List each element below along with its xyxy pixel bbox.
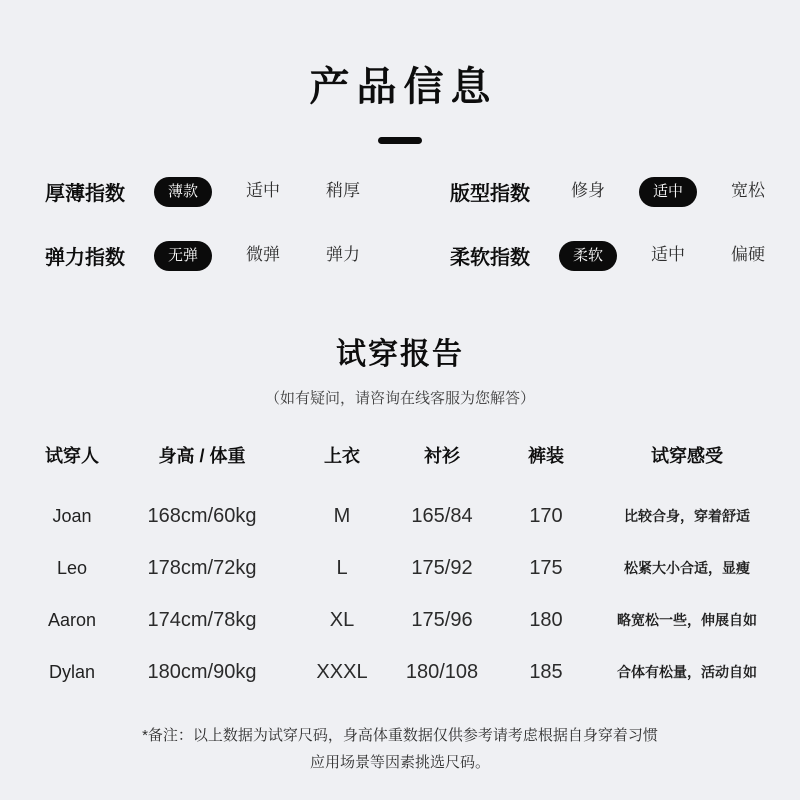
index-label-elasticity: 弹力指数	[45, 247, 125, 269]
height-weight: 174cm/78kg	[147, 608, 257, 631]
product-index-section	[0, 176, 800, 271]
top-size: XXXL	[316, 660, 368, 683]
report-title: 试穿报告	[336, 338, 464, 371]
option-label: 弹力	[326, 245, 360, 265]
elasticity-option-stretch	[303, 245, 383, 265]
top-size: M	[333, 504, 351, 527]
fit-option-loose	[708, 181, 788, 201]
option-label: 薄款	[154, 177, 212, 207]
index-label-softness: 柔软指数	[450, 247, 530, 269]
fit-option-slim	[548, 181, 628, 201]
thickness-option-thick	[303, 181, 383, 201]
table-row	[20, 542, 800, 594]
try-on-table	[0, 442, 800, 698]
top-size: XL	[329, 608, 355, 631]
index-label-thickness: 厚薄指数	[45, 183, 125, 205]
index-label-fit: 版型指数	[450, 183, 530, 205]
feel-comment: 略宽松一些，伸展自如	[617, 612, 757, 628]
pants-size: 185	[529, 660, 563, 683]
index-group-elasticity	[45, 240, 450, 271]
softness-option-hard	[708, 245, 788, 265]
top-size: L	[336, 556, 348, 579]
title-divider-dash	[378, 137, 422, 144]
header-fitter: 试穿人	[45, 446, 99, 466]
shirt-size: 175/96	[411, 608, 473, 631]
pants-size: 180	[529, 608, 563, 631]
feel-comment: 松紧大小合适，显瘦	[624, 560, 750, 576]
pants-size: 175	[529, 556, 563, 579]
thickness-option-thin	[143, 177, 223, 207]
option-label: 微弹	[246, 245, 280, 265]
fitter-name: Leo	[56, 557, 88, 578]
fit-option-regular	[628, 177, 708, 207]
table-row	[20, 490, 800, 542]
table-row	[20, 646, 800, 698]
report-subtitle: （如有疑问，请咨询在线客服为您解答）	[264, 390, 535, 407]
option-label: 无弹	[154, 241, 212, 271]
footnote-line-1: *备注：以上数据为试穿尺码，身高体重数据仅供参考请考虑根据自身穿着习惯	[142, 727, 658, 744]
header-height-weight: 身高 / 体重	[158, 446, 246, 466]
index-group-thickness	[45, 176, 450, 207]
height-weight: 178cm/72kg	[147, 556, 257, 579]
header-feel: 试穿感受	[651, 446, 723, 466]
shirt-size: 165/84	[411, 504, 473, 527]
fitter-name: Dylan	[48, 661, 96, 682]
elasticity-option-slight	[223, 245, 303, 265]
header-pants: 裤装	[528, 446, 564, 466]
shirt-size: 175/92	[411, 556, 473, 579]
option-label: 适中	[246, 181, 280, 201]
option-label: 适中	[651, 245, 685, 265]
index-group-softness	[450, 240, 788, 271]
softness-option-medium	[628, 245, 708, 265]
height-weight: 180cm/90kg	[147, 660, 257, 683]
index-group-fit	[450, 176, 788, 207]
thickness-option-medium	[223, 181, 303, 201]
table-header-row	[20, 442, 800, 468]
index-row-2	[0, 240, 800, 271]
option-label: 宽松	[731, 181, 765, 201]
pants-size: 170	[529, 504, 563, 527]
index-row-1	[0, 176, 800, 207]
option-label: 修身	[571, 181, 605, 201]
feel-comment: 比较合身，穿着舒适	[624, 508, 750, 524]
header-shirt: 衬衫	[424, 446, 460, 466]
elasticity-option-none	[143, 241, 223, 271]
header-top: 上衣	[324, 446, 360, 466]
footnote-line-2: 应用场景等因素挑选尺码。	[309, 754, 490, 771]
fitter-name: Joan	[52, 505, 92, 526]
option-label: 偏硬	[731, 245, 765, 265]
shirt-size: 180/108	[405, 660, 479, 683]
footnote	[0, 722, 800, 776]
option-label: 适中	[639, 177, 697, 207]
option-label: 稍厚	[326, 181, 360, 201]
fitter-name: Aaron	[47, 609, 97, 630]
table-row	[20, 594, 800, 646]
option-label: 柔软	[559, 241, 617, 271]
height-weight: 168cm/60kg	[147, 504, 257, 527]
softness-option-soft	[548, 241, 628, 271]
feel-comment: 合体有松量，活动自如	[617, 664, 757, 680]
page-title: 产品信息	[309, 65, 498, 109]
